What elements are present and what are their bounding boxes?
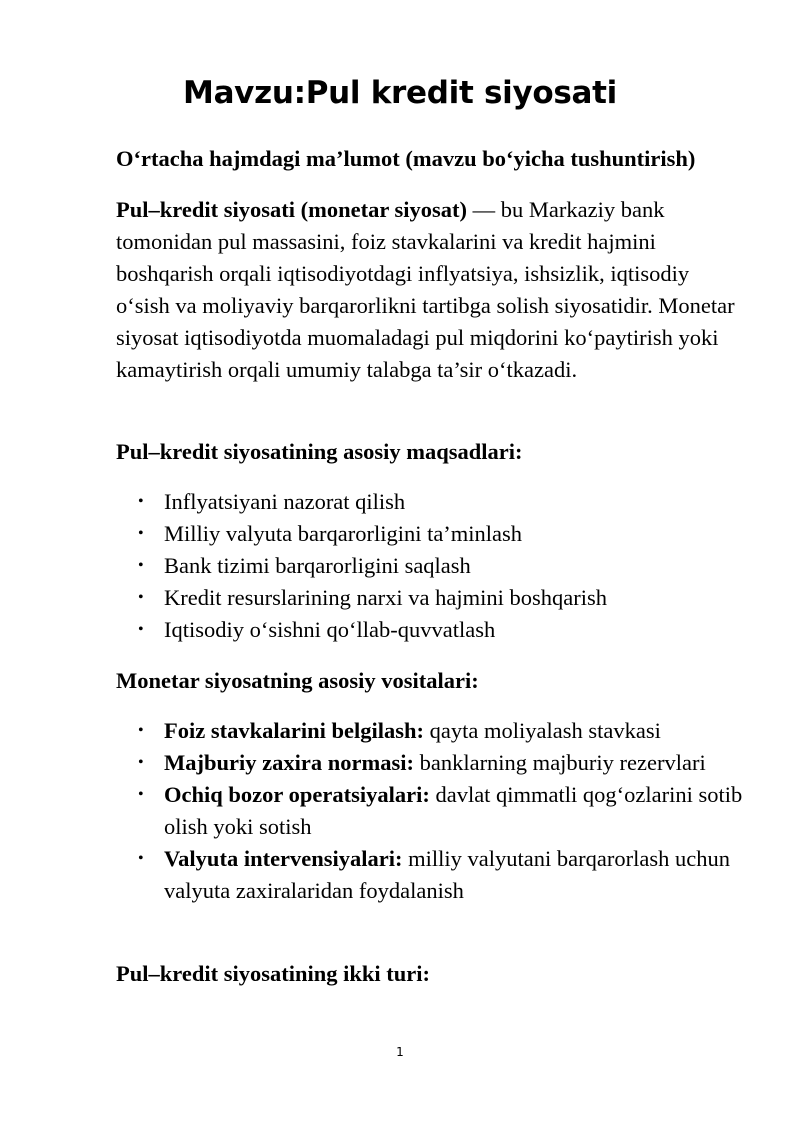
list-item — [116, 486, 746, 518]
goals-list — [116, 486, 746, 646]
tool-term: Ochiq bozor operatsiyalari: — [164, 782, 430, 807]
list-item — [116, 715, 746, 747]
section-heading-types: Pul–kredit siyosatining ikki turi: — [116, 961, 431, 986]
bullet-icon: • — [138, 557, 144, 574]
section-heading-tools: Monetar siyosatning asosiy vositalari: — [116, 668, 479, 693]
tool-term: Valyuta intervensiyalari: — [164, 846, 403, 871]
intro-term: Pul–kredit siyosati (monetar siyosat) — [116, 197, 468, 222]
bullet-icon: • — [138, 493, 144, 510]
tool-text: qayta moliyalash stavkasi — [424, 718, 661, 743]
list-item — [116, 614, 746, 646]
bullet-icon: • — [138, 722, 144, 739]
goal-text: Bank tizimi barqarorligini saqlash — [164, 553, 471, 578]
list-item — [116, 582, 746, 614]
tool-text: davlat qimmatli qog‘ozlarini sotib olish yoki sotish — [164, 782, 743, 839]
bullet-icon: • — [138, 621, 144, 638]
tool-text: banklarning majburiy rezervlari — [413, 750, 706, 775]
bullet-icon: • — [138, 850, 144, 867]
tool-text: milliy valyutani barqarorlash uchun valyuta zaxiralaridan foydalanish — [164, 846, 730, 903]
goal-text: Milliy valyuta barqarorligini ta’minlash — [164, 521, 523, 546]
goal-text: Iqtisodiy o‘sishni qo‘llab-quvvatlash — [164, 617, 496, 642]
bullet-icon: • — [138, 754, 144, 771]
goal-text: Kredit resurslarining narxi va hajmini boshqarish — [164, 585, 608, 610]
section-heading-goals: Pul–kredit siyosatining asosiy maqsadlari: — [116, 439, 523, 464]
bullet-icon: • — [138, 786, 144, 803]
list-item — [116, 550, 746, 582]
intro-body: — bu Markaziy bank tomonidan pul massasini, foiz stavkalarini va kredit hajmini boshqarish orqali iqtisodiyotdagi inflyatsiya, ishsizlik, iqtisodiy o‘sish va moliyaviy barqarorlikni tartibga solish siyosatidir. Monetar siyosat iqtisodiyotda muomaladagi pul miqdorini ko‘paytirish yoki kamaytirish orqali umumiy talabga ta’sir o‘tkazadi. — [116, 197, 735, 382]
section-heading-overview: O‘rtacha hajmdagi ma’lumot (mavzu bo‘yicha tushuntirish) — [116, 146, 696, 171]
goal-text: Inflyatsiyani nazorat qilish — [164, 489, 406, 514]
list-item — [116, 779, 746, 843]
list-item — [116, 843, 746, 907]
bullet-icon: • — [138, 589, 144, 606]
tool-term: Foiz stavkalarini belgilash: — [164, 718, 425, 743]
tool-term: Majburiy zaxira normasi: — [164, 750, 414, 775]
tools-list — [116, 715, 746, 907]
list-item — [116, 747, 746, 779]
page-number: 1 — [396, 1045, 404, 1059]
intro-paragraph — [116, 194, 746, 386]
bullet-icon: • — [138, 525, 144, 542]
page-title: Mavzu:Pul kredit siyosati — [183, 75, 617, 111]
list-item — [116, 518, 746, 550]
